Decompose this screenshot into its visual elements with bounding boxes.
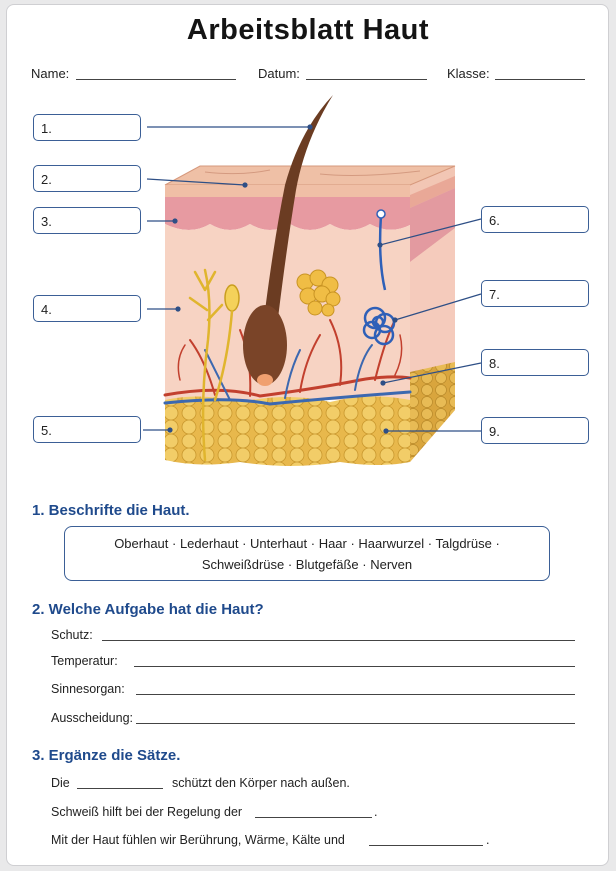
label-box-3[interactable]: 3. — [33, 207, 141, 234]
field-label-sinnesorgan: Sinnesorgan: — [51, 682, 125, 696]
sentence-3-start: Mit der Haut fühlen wir Berührung, Wärme, Kälte und — [51, 833, 345, 847]
field-label-schutz: Schutz: — [51, 628, 93, 642]
field-label-temperatur: Temperatur: — [51, 654, 118, 668]
sentence-2-end: . — [374, 805, 378, 819]
section-3-heading: 3. Ergänze die Sätze. — [32, 747, 181, 764]
label-box-1[interactable]: 1. — [33, 114, 141, 141]
sentence-2-start: Schweiß hilft bei der Regelung der — [51, 805, 243, 819]
label-box-9[interactable]: 9. — [481, 417, 589, 444]
answer-line-ausscheidung[interactable] — [136, 723, 575, 724]
word-bank-line-1: Oberhaut · Lederhaut · Unterhaut · Haar · Haarwurzel · Talgdrüse · — [114, 536, 500, 551]
sentence-2-blank[interactable] — [255, 817, 372, 818]
page-title: Arbeitsblatt Haut — [186, 14, 430, 46]
skin-surface-top — [165, 166, 455, 185]
section-2-heading: 2. Welche Aufgabe hat die Haut? — [32, 601, 264, 618]
sentence-3-end: . — [486, 833, 490, 847]
answer-line-sinnesorgan[interactable] — [136, 694, 575, 695]
label-box-4[interactable]: 4. — [33, 295, 141, 322]
label-box-8[interactable]: 8. — [481, 349, 589, 376]
sentence-3-blank[interactable] — [369, 845, 483, 846]
label-box-2[interactable]: 2. — [33, 165, 141, 192]
sentence-1-blank[interactable] — [77, 788, 163, 789]
word-bank — [64, 526, 550, 581]
answer-line-temperatur[interactable] — [134, 666, 575, 667]
field-label-ausscheidung: Ausscheidung: — [51, 711, 134, 725]
section-1-heading: 1. Beschrifte die Haut. — [32, 502, 190, 519]
answer-line-schutz[interactable] — [102, 640, 575, 641]
class-label: Klasse: — [447, 66, 490, 81]
label-box-6[interactable]: 6. — [481, 206, 589, 233]
date-label: Datum: — [258, 66, 300, 81]
label-box-7[interactable]: 7. — [481, 280, 589, 307]
label-box-5[interactable]: 5. — [33, 416, 141, 443]
hair-root — [243, 305, 287, 385]
sentence-1-start: Die — [51, 776, 70, 790]
word-bank-line-2: Schweißdrüse · Blutgefäße · Nerven — [201, 557, 413, 572]
name-label: Name: — [31, 66, 70, 81]
sentence-1-end: schützt den Körper nach außen. — [172, 776, 350, 790]
